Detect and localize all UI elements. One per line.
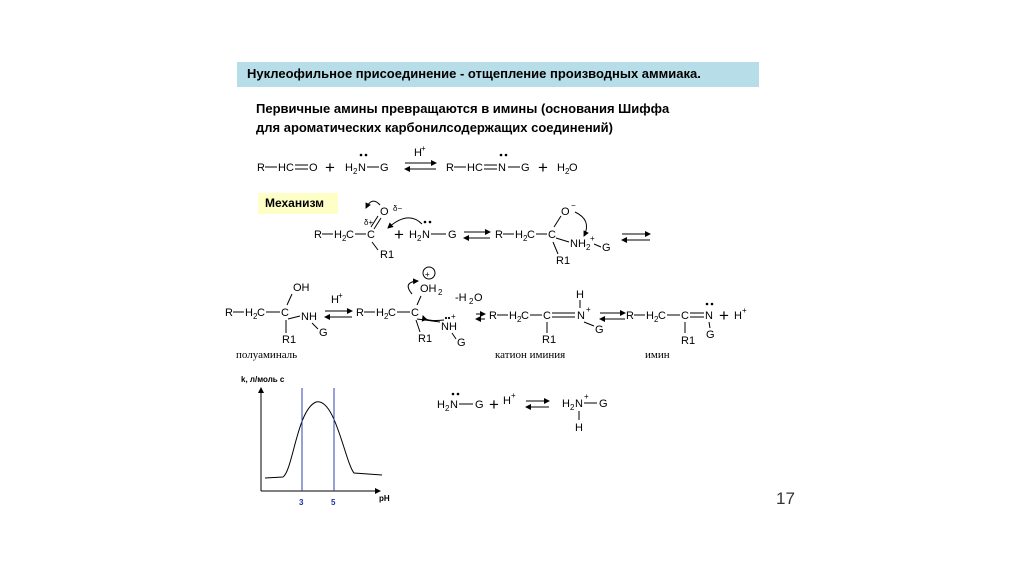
svg-text:G: G (595, 324, 604, 336)
amine-protonation (437, 391, 608, 434)
graph-ylabel: k, л/моль с (241, 375, 285, 384)
svg-text:NH: NH (441, 321, 457, 333)
svg-text:H: H (409, 229, 417, 241)
svg-text:H: H (414, 147, 422, 159)
svg-text:G: G (602, 242, 611, 254)
svg-text:C: C (257, 307, 265, 319)
svg-text:C: C (388, 307, 396, 319)
svg-text:+: + (338, 291, 343, 300)
svg-text:N: N (422, 229, 430, 241)
svg-text:2: 2 (384, 312, 389, 321)
svg-text:H: H (646, 310, 654, 322)
svg-text:NH: NH (301, 311, 317, 323)
svg-text:H: H (562, 398, 570, 410)
svg-text:C: C (658, 310, 666, 322)
svg-text:O: O (474, 292, 483, 304)
svg-text:R1: R1 (542, 334, 557, 346)
svg-text:N: N (577, 310, 585, 322)
svg-text:+: + (742, 306, 747, 315)
svg-text:+: + (394, 225, 404, 244)
svg-text:C: C (527, 229, 535, 241)
svg-text:2: 2 (353, 167, 358, 176)
svg-text:H: H (734, 310, 742, 322)
svg-text:2: 2 (570, 403, 575, 412)
svg-text:2: 2 (523, 234, 528, 243)
svg-text:H: H (334, 229, 342, 241)
svg-text:+: + (325, 158, 335, 177)
svg-text:H: H (331, 294, 339, 306)
svg-text:N: N (575, 398, 583, 410)
svg-text:H: H (557, 162, 565, 174)
svg-text:G: G (521, 162, 530, 174)
subtitle-line-2: для ароматических карбонилсодержащих соединений) (256, 120, 613, 135)
svg-text:+: + (421, 144, 426, 153)
svg-text:G: G (599, 398, 608, 410)
svg-text:G: G (448, 229, 457, 241)
svg-text:+: + (586, 305, 591, 314)
svg-text:C: C (281, 307, 289, 319)
svg-text:+: + (719, 306, 729, 325)
svg-text:−: − (571, 201, 576, 210)
overall-reaction (257, 144, 578, 177)
svg-text:H: H (245, 307, 253, 319)
label-semiaminal: полуаминаль (236, 349, 298, 361)
svg-text:+: + (451, 312, 456, 321)
svg-text:H: H (515, 229, 523, 241)
svg-text:N: N (498, 162, 506, 174)
svg-text:C: C (681, 310, 689, 322)
svg-text:2: 2 (565, 167, 570, 176)
svg-text:2: 2 (654, 315, 659, 324)
svg-text:C: C (543, 310, 551, 322)
svg-text:δ+: δ+ (364, 218, 374, 227)
svg-text:HC: HC (278, 162, 294, 174)
svg-text:G: G (457, 337, 466, 349)
svg-text:O: O (569, 162, 578, 174)
svg-text:2: 2 (517, 315, 522, 324)
svg-text:C: C (548, 229, 556, 241)
label-imine: имин (645, 349, 670, 361)
svg-text:2: 2 (417, 234, 422, 243)
svg-text:R: R (225, 307, 233, 319)
svg-text:H: H (576, 289, 584, 301)
svg-text:G: G (319, 327, 328, 339)
svg-text:C: C (411, 307, 419, 319)
svg-text:HC: HC (467, 162, 483, 174)
svg-text:2: 2 (469, 297, 474, 306)
svg-text:R: R (489, 310, 497, 322)
svg-text:H: H (437, 399, 445, 411)
tick-5: 5 (331, 498, 336, 507)
svg-text:+: + (538, 158, 548, 177)
svg-text:N: N (358, 162, 366, 174)
svg-text:R: R (446, 162, 454, 174)
svg-text:R1: R1 (556, 255, 571, 267)
svg-text:R: R (626, 310, 634, 322)
svg-text:H: H (575, 422, 583, 434)
svg-text:2: 2 (342, 234, 347, 243)
mechanism-step-2 (225, 267, 747, 349)
svg-text:G: G (475, 399, 484, 411)
svg-text:C: C (367, 229, 375, 241)
svg-text:R1: R1 (418, 333, 433, 345)
graph-xlabel: pH (379, 494, 390, 503)
svg-text:R: R (314, 229, 322, 241)
svg-text:+: + (511, 391, 516, 400)
page-number: 17 (776, 489, 795, 508)
label-iminium: катион иминия (495, 349, 566, 361)
svg-text:+: + (584, 392, 589, 401)
svg-text:NH: NH (570, 238, 586, 250)
svg-text:N: N (450, 399, 458, 411)
svg-text:H: H (345, 162, 353, 174)
tick-3: 3 (299, 498, 304, 507)
svg-text:2: 2 (253, 312, 258, 321)
svg-text:O: O (380, 206, 389, 218)
svg-text:C: C (346, 229, 354, 241)
svg-text:H: H (509, 310, 517, 322)
svg-text:+: + (425, 270, 430, 279)
svg-text:N: N (705, 310, 713, 322)
svg-text:OH: OH (420, 283, 437, 295)
svg-text:+: + (590, 234, 595, 243)
svg-text:H: H (376, 307, 384, 319)
svg-text:+: + (489, 395, 499, 414)
svg-text:R: R (257, 162, 265, 174)
svg-text:2: 2 (445, 404, 450, 413)
svg-text:2: 2 (438, 288, 443, 297)
svg-text:R: R (356, 307, 364, 319)
svg-text:R1: R1 (282, 334, 297, 346)
svg-text:C: C (521, 310, 529, 322)
mechanism-label: Механизм (265, 196, 325, 210)
svg-text:G: G (706, 329, 715, 341)
svg-text:O: O (561, 206, 570, 218)
svg-text:H: H (503, 395, 511, 407)
svg-text:R1: R1 (681, 335, 696, 347)
slide-title: Нуклеофильное присоединение - отщепление производных аммиака. (247, 66, 701, 81)
svg-text:R1: R1 (380, 249, 395, 261)
svg-text:R: R (495, 229, 503, 241)
rate-ph-graph (241, 375, 390, 507)
svg-text:2: 2 (586, 243, 591, 252)
rate-curve (265, 402, 382, 478)
svg-text:-H: -H (455, 292, 467, 304)
svg-text:O: O (309, 162, 318, 174)
svg-text:OH: OH (293, 282, 310, 294)
svg-text:δ−: δ− (393, 204, 403, 213)
svg-text:G: G (380, 162, 389, 174)
mechanism-step-1 (314, 201, 650, 267)
subtitle-line-1: Первичные амины превращаются в имины (основания Шиффа (256, 101, 670, 116)
